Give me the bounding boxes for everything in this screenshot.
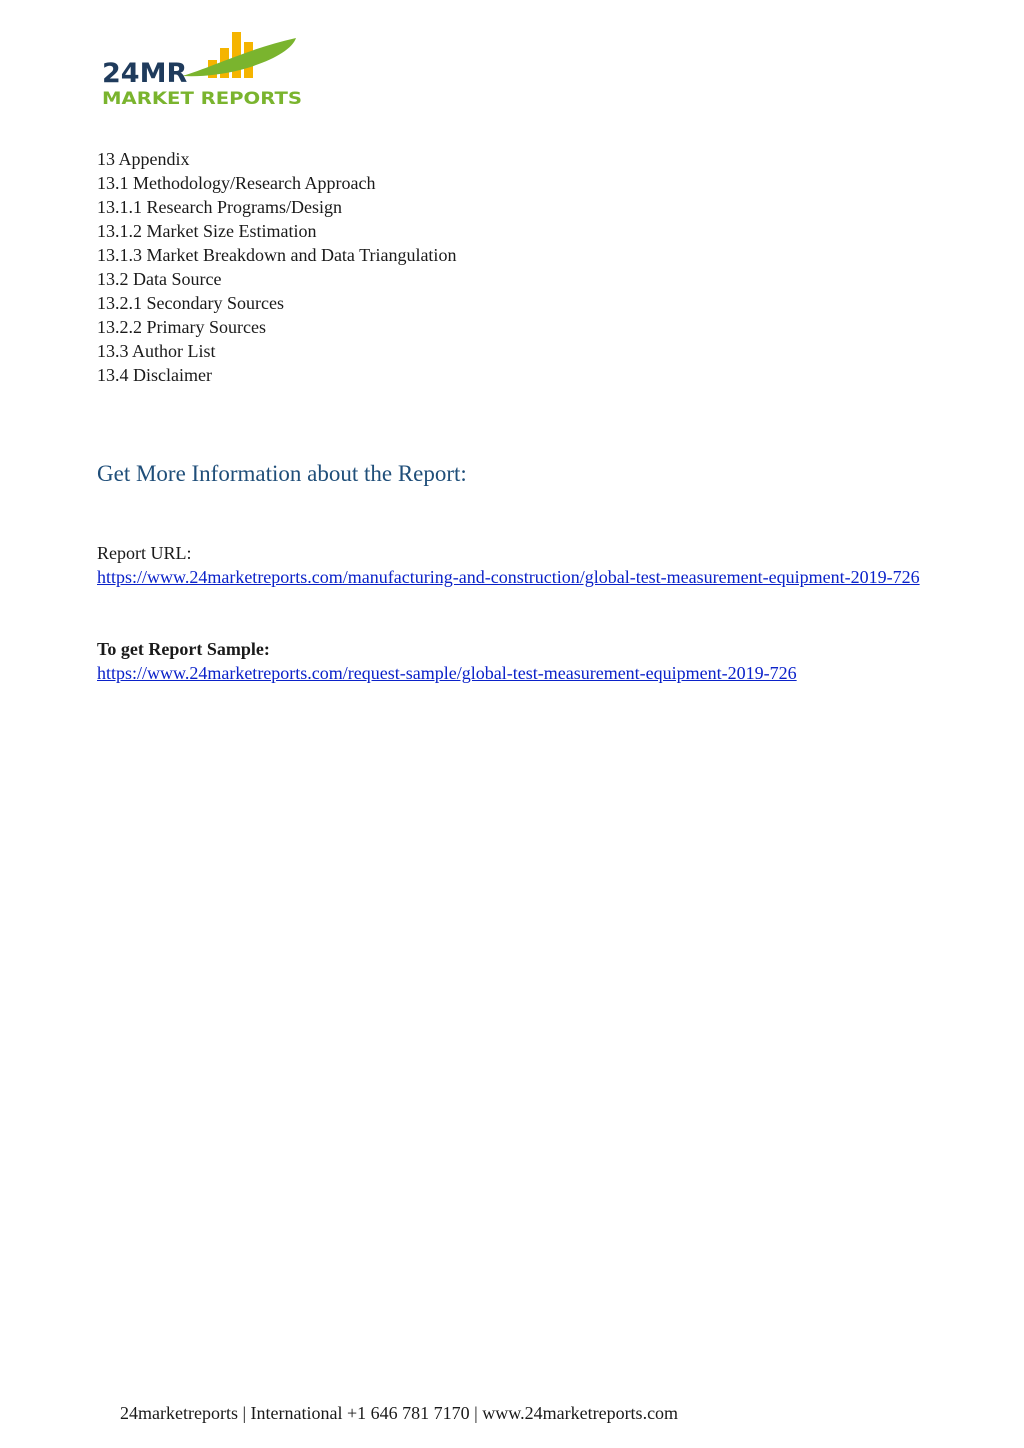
logo-brand-code: 24MR [102,58,188,89]
toc-item: 13.3 Author List [97,341,216,361]
appendix-toc-list [97,147,456,387]
toc-item: 13 Appendix [97,149,190,169]
report-url-link[interactable]: https://www.24marketreports.com/manufacturing-and-construction/global-test-measurement-equipment-2019-726 [97,567,920,587]
company-logo [100,28,310,110]
toc-item: 13.1.2 Market Size Estimation [97,221,317,241]
page-footer: 24marketreports | International +1 646 781 7170 | www.24marketreports.com [120,1403,679,1423]
toc-item: 13.2.2 Primary Sources [97,317,266,337]
report-url-label: Report URL: [97,543,192,563]
toc-item: 13.4 Disclaimer [97,365,212,385]
logo-brand-name: MARKET REPORTS [102,89,302,109]
toc-item: 13.1 Methodology/Research Approach [97,173,376,193]
more-info-heading: Get More Information about the Report: [97,461,467,486]
report-sample-label: To get Report Sample: [97,639,270,659]
toc-item: 13.1.3 Market Breakdown and Data Triangulation [97,245,457,265]
report-sample-link[interactable]: https://www.24marketreports.com/request-sample/global-test-measurement-equipment-2019-726 [97,663,797,683]
toc-item: 13.2.1 Secondary Sources [97,293,284,313]
toc-item: 13.1.1 Research Programs/Design [97,197,342,217]
toc-item: 13.2 Data Source [97,269,222,289]
